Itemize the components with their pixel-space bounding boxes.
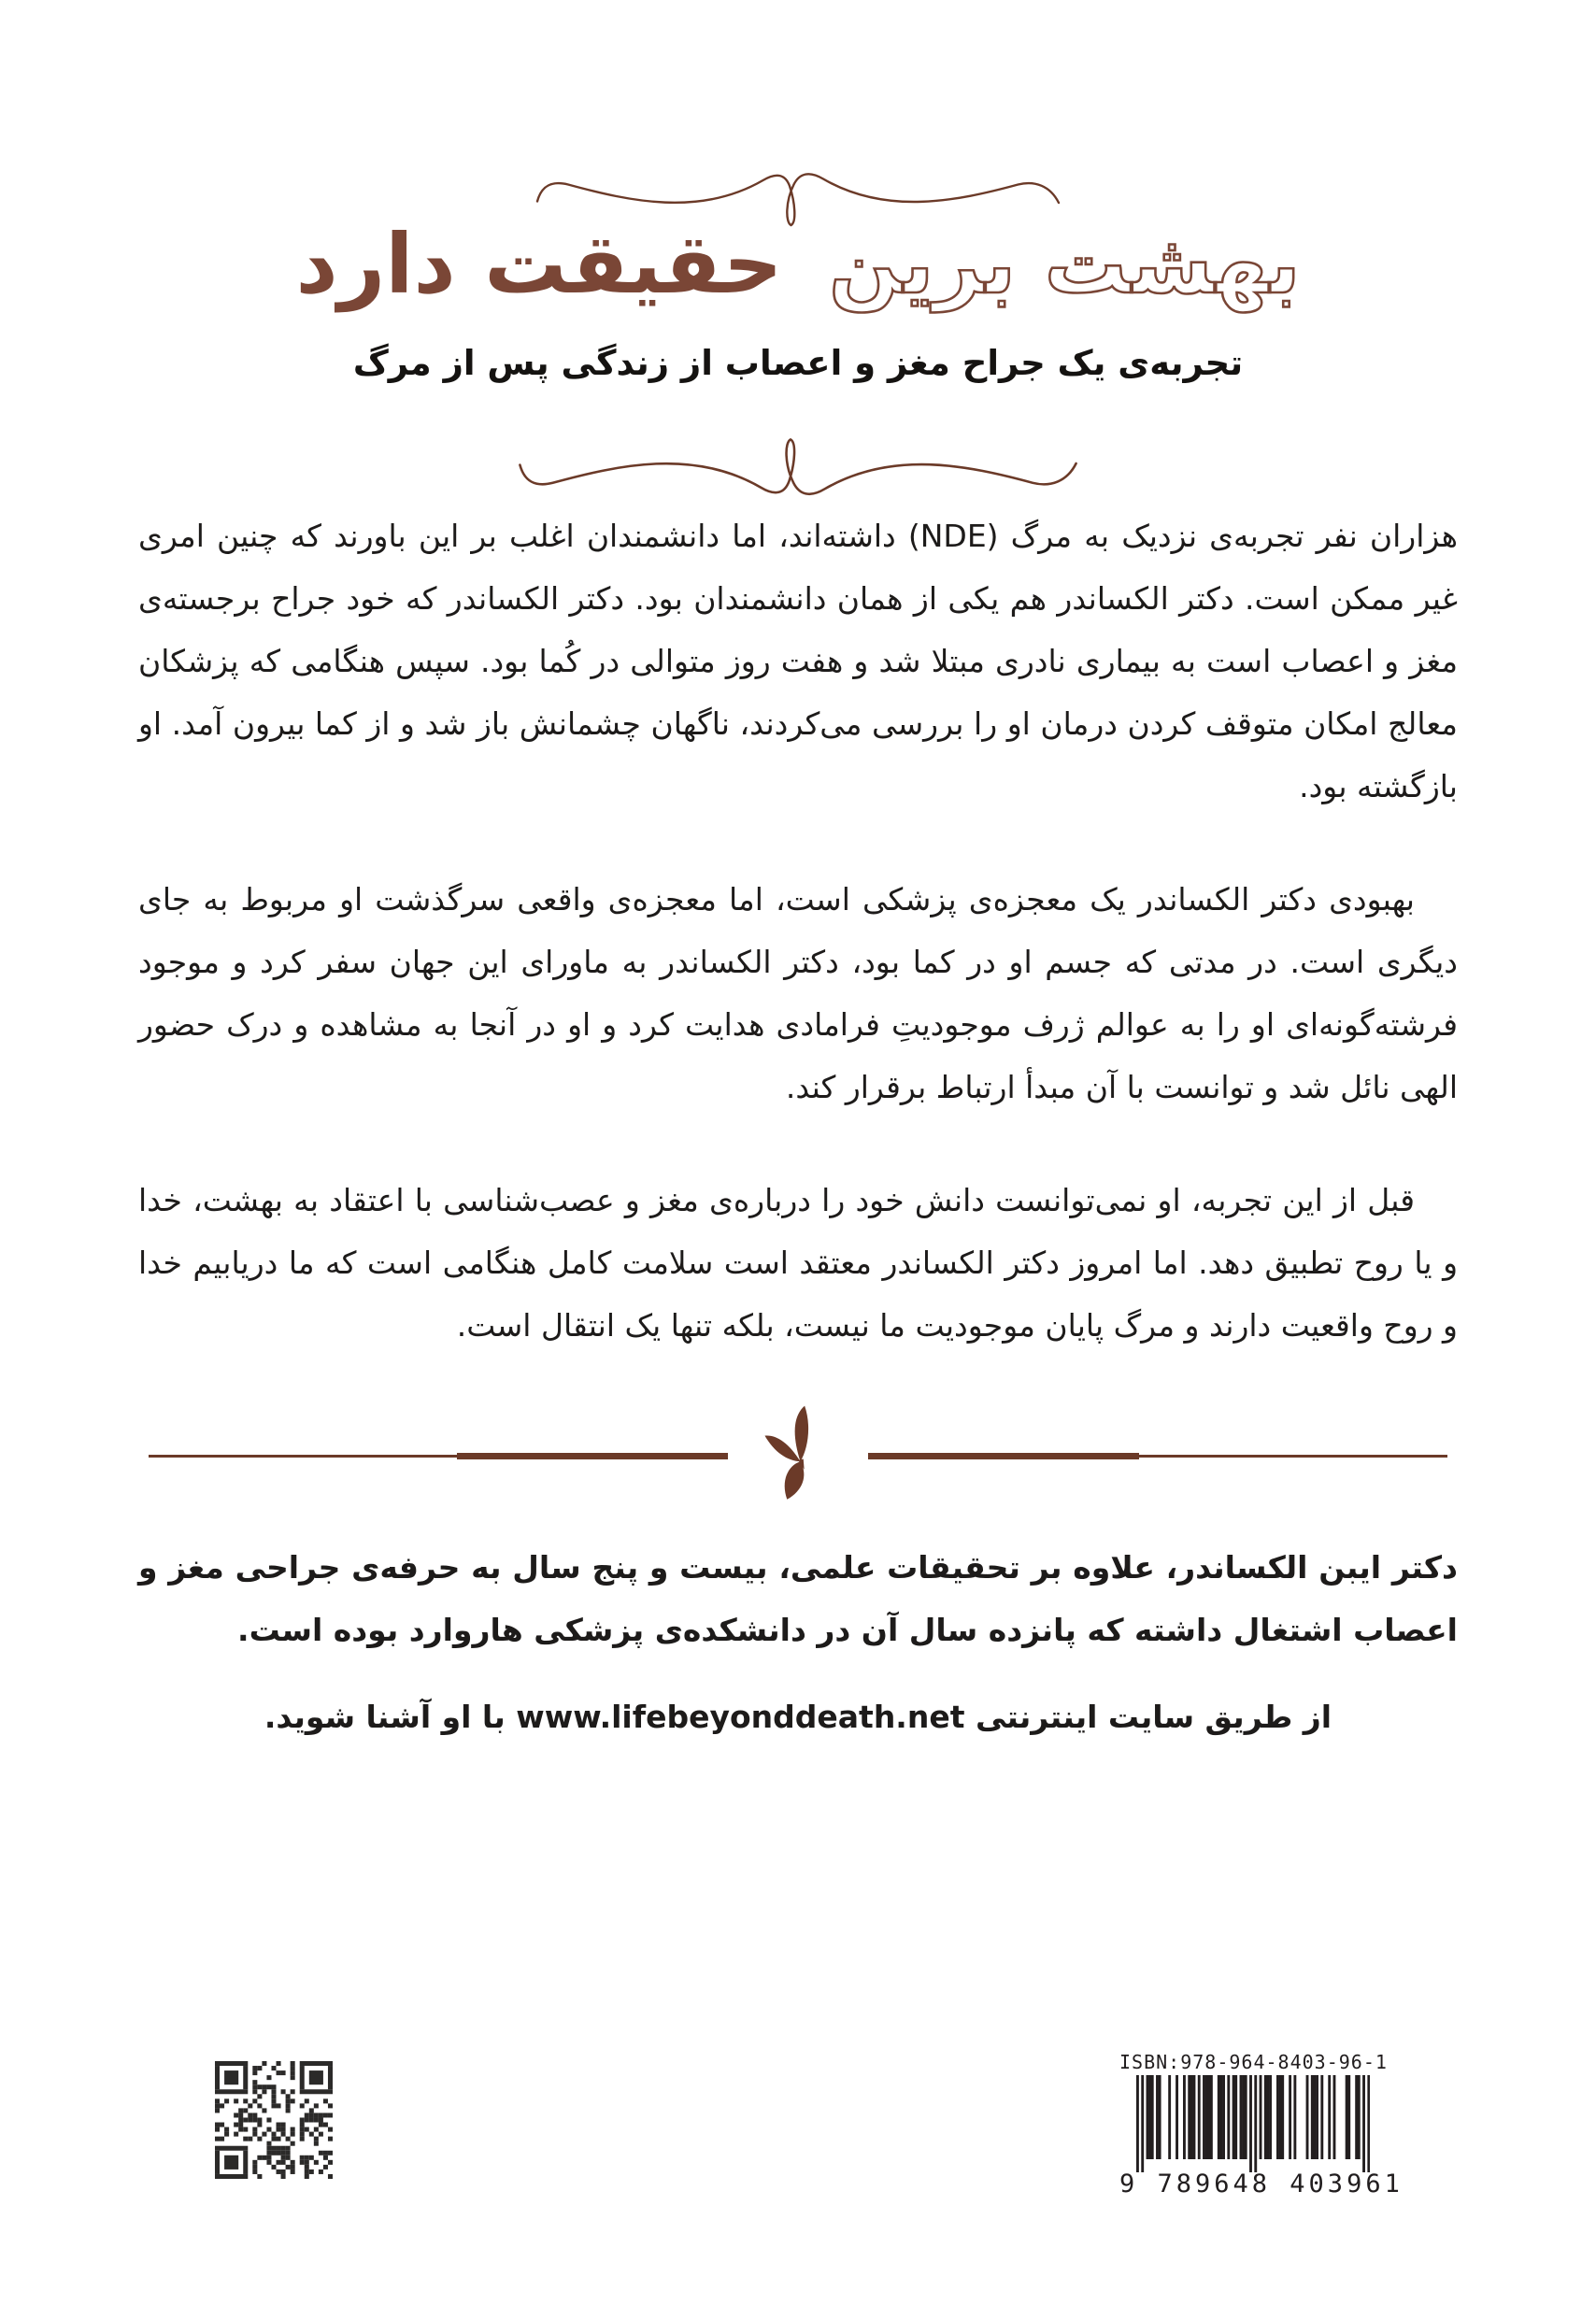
flourish-bottom-icon [471,419,1125,508]
body-paragraph-1: هزاران نفر تجربه‌ی نزدیک به مرگ (NDE) داشته‌اند، اما دانشمندان اغلب بر این باورند که چنین امری غیر ممکن است. دکتر الکساندر هم یکی از همان دانشمندان بود. دکتر الکساندر که خود جراح برجسته‌ی مغز و اعصاب است به بیماری نادری مبتلا شد و هفت روز متوالی در کُما بود. سپس هنگامی که پزشکان معالج امکان متوقف کردن درمان او را بررسی می‌کردند، ناگهان چشمانش باز شد و از کما بیرون آمد. او بازگشته بود. [138,518,1458,804]
website-line: از طریق سایت اینترنتی www.lifebeyonddeath.net با او آشنا شوید. [264,1699,1332,1735]
book-subtitle: تجربه‌ی یک جراح مغز و اعصاب از زندگی پس از مرگ [352,343,1244,383]
divider-line [149,1455,457,1458]
butterfly-icon [728,1407,868,1504]
title-bold-part: حقیقت دارد [295,216,783,312]
qr-code [215,2061,333,2179]
body-paragraph-3: قبل از این تجربه، او نمی‌توانست دانش خود را درباره‌ی مغز و عصب‌شناسی با اعتقاد به بهشت، خدا و یا روح تطبیق دهد. اما امروز دکتر الکساندر معتقد است سلامت کامل هنگامی است که ما دریابیم خدا و روح واقعیت دارند و مرگ پایان موجودیت ما نیست، بلکه تنها یک انتقال است. [138,1182,1458,1344]
divider-line [457,1453,728,1459]
back-cover-text [138,505,1458,1748]
book-title [0,204,1596,325]
isbn-label: ISBN:978-964-8403-96-1 [1119,2051,1388,2073]
body-paragraph-2: بهبودی دکتر الکساندر یک معجزه‌ی پزشکی است، اما معجزه‌ی واقعی سرگذشت او مربوط به جای دیگری است. در مدتی که جسم او در کما بود، دکتر الکساندر به ماورای این جهان سفر کرد و موجود فرشته‌گونه‌ای او را به عوالم ژرف موجودیتِ فرامادی هدایت کرد و او در آنجا به مشاهده و درک حضور الهی نائل شد و توانست با آن مبدأ ارتباط برقرار کند. [138,881,1458,1105]
isbn-barcode [1119,2051,1404,2198]
barcode-digits: 9 789648 403961 [1119,2170,1404,2198]
divider-line [868,1453,1139,1459]
butterfly-divider [138,1407,1458,1504]
author-note: دکتر ایبن الکساندر، علاوه بر تحقیقات علمی، بیست و پنج سال به حرفه‌ی جراحی مغز و اعصاب اشتغال داشته که پانزده سال آن در دانشکده‌ی پزشکی هاروارد بوده است. [138,1549,1458,1648]
title-calligraphic-part: بهشت برین [829,216,1301,312]
divider-line [1139,1455,1447,1458]
barcode-bars [1136,2075,1370,2172]
